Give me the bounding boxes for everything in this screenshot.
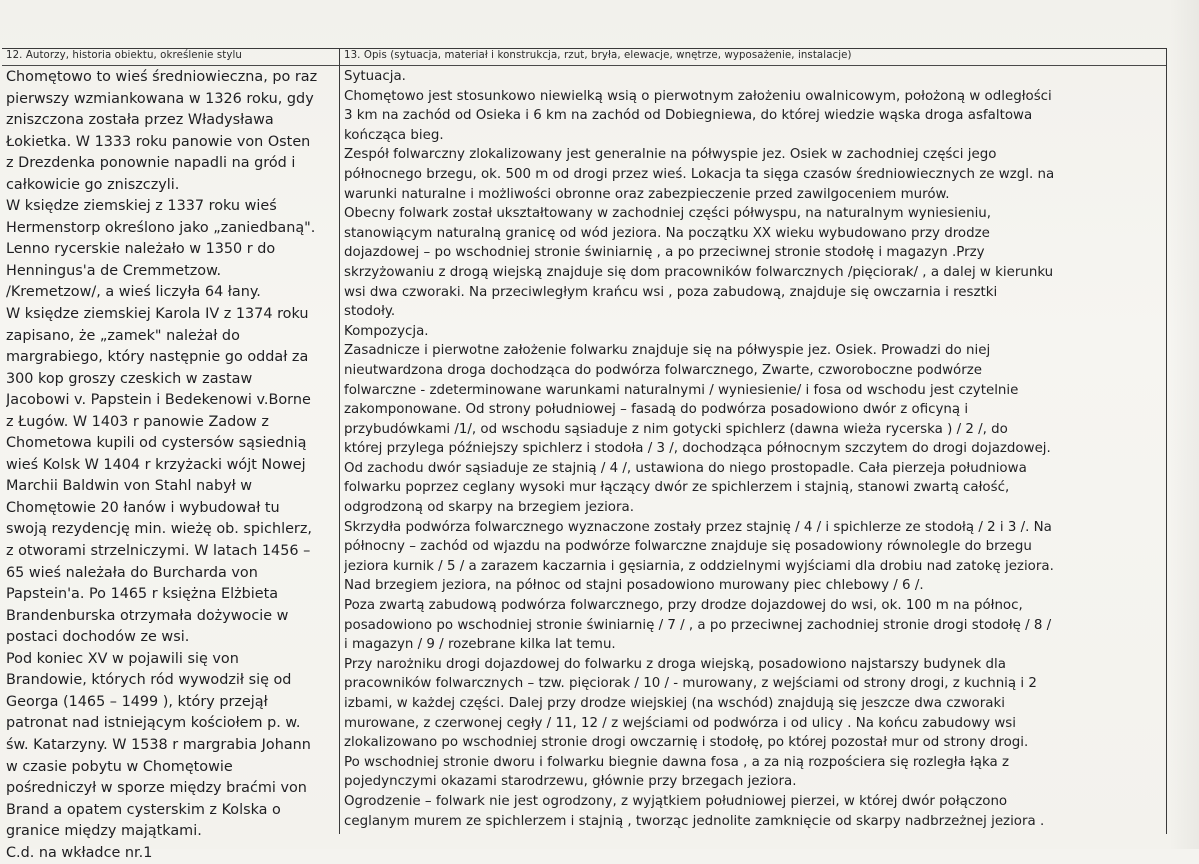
description-text-line: której przylega późniejszy spichlerz i stodoła / 3 /, dochodząca północnym szczytem do drogi dojazdowej. (344, 441, 1051, 457)
history-text-line: swoją rezydencję min. wieżę ob. spichlerz, (6, 521, 312, 538)
description-text-line: nieutwardzona droga dochodząca do podwórza folwarcznego, Zwarte, czworoboczne podwórze (344, 362, 982, 378)
description-text-line: Sytuacja. (344, 69, 406, 84)
description-text-line: Od zachodu dwór sąsiaduje ze stajnią / 4 /, ustawiona do niego prostopadle. Cała pierzeja południowa (344, 460, 1027, 476)
description-text-line: dojazdowej – po wschodniej stronie świniarnię , a po przeciwnej stronie stodołę i magazyn .Przy (344, 245, 985, 261)
description-text-line: Nad brzegiem jeziora, na północ od stajni posadowiono murowany piec chlebowy / 6 /. (344, 578, 924, 594)
history-text-line: Chomętowo to wieś średniowieczna, po raz (6, 69, 318, 85)
history-text-line: /Kremetzow/, a wieś liczyła 64 łany. (6, 284, 261, 301)
description-text-line: Po wschodniej stronie dworu i folwarku biegnie dawna fosa , a za nią rozpościera się rozległa łąka z (344, 754, 1010, 770)
history-text-line: margrabiego, który następnie go oddał za (6, 349, 309, 366)
description-text-line: Chomętowo jest stosunkowo niewielką wsią o pierwotnym założeniu owalnicowym, położoną w odległości (344, 88, 1052, 104)
history-text-line: Papstein'a. Po 1465 r księżna Elżbieta (6, 586, 279, 603)
history-text-line: Lenno rycerskie należało w 1350 r do (6, 241, 276, 258)
history-text-line: W księdze ziemskiej z 1337 roku wieś (6, 198, 277, 215)
description-text-line: kończąca bieg. (344, 127, 444, 143)
description-text-line: jeziora kurnik / 5 / a zarazem kaczarnia i gęsiarnia, z oddzielnymi wyjściami dla drobiu nad zatokę jeziora. (344, 558, 1054, 574)
right-border (1166, 48, 1167, 834)
history-text-line: Chometowa kupili od cystersów sąsiednią (6, 435, 307, 452)
description-column (344, 67, 1164, 831)
description-text-line: folwarku poprzez ceglany wysoki mur łączący dwór ze spichlerzem i stajnią, stanowi zwartą całość, (344, 480, 1010, 496)
description-text-line: Przy narożniku drogi dojazdowej do folwarku z droga wiejską, posadowiono najstarszy budynek dla (344, 656, 1006, 672)
description-text-line: odgrodzoną od skarpy na brzegiem jeziora. (344, 500, 634, 516)
history-text-line: Henningus'a de Cremmetzow. (6, 262, 222, 279)
history-text-line: C.d. na wkładce nr.1 (6, 844, 153, 861)
description-text-line: zlokalizowano po wschodniej stronie drogi owczarnię i stodołę, po której pozostał mur od strony drogi. (344, 735, 1029, 751)
section-13-header: 13. Opis (sytuacja, materiał i konstrukcja, rzut, bryła, elewacje, wnętrze, wyposażenie, instalacje) (344, 50, 852, 61)
description-text-line: i magazyn / 9 / rozebrane kilka lat temu. (344, 637, 616, 653)
description-text-line: Skrzydła podwórza folwarcznego wyznaczone zostały przez stajnię / 4 / i spichlerze ze stodołą / 2 i 3 /. Na (344, 519, 1052, 535)
history-text-line: Brandowie, których ród wywodził się od (6, 672, 292, 689)
description-text-line: 3 km na zachód od Osieka i 6 km na zachód od Dobiegniewa, do której wiedzie wąska droga asfaltowa (344, 108, 1033, 124)
history-text-line: z otworami strzelniczymi. W latach 1456 – (6, 543, 311, 560)
history-text-line: św. Katarzyny. W 1538 r margrabia Johann (6, 736, 311, 753)
history-text-line: Hermenstorp określono jako „zaniedbaną". (6, 219, 316, 236)
description-text-line: Poza zwartą zabudową podwórza folwarcznego, przy drodze dojazdowej do wsi, ok. 100 m na północ, (344, 598, 1023, 614)
description-text-line: przybudówkami /1/, od wschodu sąsiaduje z nim gotycki spichlerz (dawna wieża rycerska ) / 2 /, do (344, 421, 1008, 437)
description-text-line: północny – zachód od wjazdu na podwórze folwarczne znajduje się posadowiony równolegle do brzegu (344, 539, 1032, 555)
description-text-line: ceglanym murem ze spichlerzem i stajnią , tworząc jednolite zamknięcie od skarpy nadbrzeżnej jeziora . (344, 813, 1045, 829)
description-text-line: posadowiono po wschodniej stronie świniarnię / 7 / , a po przeciwnej zachodniej stronie drogi stodołę / 8 / (344, 617, 1052, 633)
history-text-line: Marchii Baldwin von Stahl nabył w (6, 478, 253, 495)
history-column (6, 67, 336, 864)
description-text-line: Obecny folwark został ukształtowany w zachodniej części półwyspu, na naturalnym wyniesieniu, (344, 206, 992, 222)
description-text-line: izbami, w każdej części. Dalej przy drodze wiejskiej (na wschód) znajdują się jeszcze dwa czworaki (344, 696, 1005, 711)
history-text-line: z Drezdenka ponownie napadli na gród i (6, 155, 296, 172)
history-text-line: całkowicie go zniszczyli. (6, 176, 180, 193)
description-text-line: Ogrodzenie – folwark nie jest ogrodzony, z wyjątkiem południowej pierzei, w której dwór połączono (344, 793, 1008, 809)
history-text-line: zniszczona została przez Władysława (6, 112, 274, 129)
column-divider (339, 48, 340, 834)
history-text-line: Jacobowi v. Papstein i Bedekenowi v.Borne (6, 392, 311, 409)
description-text-line: Zespół folwarczny zlokalizowany jest generalnie na półwyspie jez. Osiek w zachodniej części jego (344, 147, 997, 163)
description-text-line: zakomponowane. Od strony południowej – fasadą do podwórza posadowiono dwór z oficyną i (344, 402, 969, 418)
history-text-line: granice między majątkami. (6, 823, 202, 840)
history-text-line: zapisano, że „zamek" należał do (6, 327, 240, 344)
history-text-line: Pod koniec XV w pojawili się von (6, 650, 239, 667)
description-text-line: skrzyżowaniu z drogą wiejską znajduje się dom pracowników folwarcznych /pięciorak/ , a dalej w kierunku (344, 264, 1054, 280)
description-text-line: pracowników folwarcznych – tzw. pięciorak / 10 / - murowany, z wejściami od strony drogi, z kuchnią i 2 (344, 676, 1037, 692)
history-text-line: Brand a opatem cysterskim z Kolska o (6, 801, 281, 818)
history-text-line: z Ługów. W 1403 r panowie Zadow z (6, 413, 269, 430)
history-text-line: pierwszy wzmiankowana w 1326 roku, gdy (6, 90, 314, 107)
description-text-line: Kompozycja. (344, 323, 429, 339)
description-text-line: pojedynczymi okazami starodrzewu, głównie przy brzegach jeziora. (344, 774, 797, 790)
history-text-line: Chomętowie 20 łanów i wybudował tu (6, 499, 280, 516)
history-text-line: postaci dochodów ze wsi. (6, 629, 190, 646)
history-text-line: Brandenburska otrzymała dożywocie w (6, 607, 289, 624)
description-text-line: folwarczne - zdeterminowane warunkami naturalnymi / wyniesienie/ i fosa od wschodu jest czytelnie (344, 382, 1019, 398)
history-text-line: w czasie pobytu w Chomętowie (6, 758, 233, 775)
history-text-line: pośredniczył w sporze między braćmi von (6, 780, 307, 797)
history-text-line: patronat nad istniejącym kościołem p. w. (6, 715, 301, 732)
section-12-header: 12. Autorzy, historia obiektu, określenie stylu (6, 50, 242, 61)
scan-edge-shadow (1169, 0, 1199, 849)
header-divider (2, 65, 1166, 66)
description-text-line: warunki naturalne i możliwości obronne oraz zabezpieczenie przed zawilgoceniem murów. (344, 186, 950, 202)
history-text-line: Łokietka. W 1333 roku panowie von Osten (6, 133, 311, 150)
description-text-line: wsi dwa czworaki. Na przeciwległym krańcu wsi , poza zabudową, znajduje się owczarnia i resztki (344, 284, 998, 300)
history-text-line: wieś Kolsk W 1404 r krzyżacki wójt Nowej (6, 456, 306, 473)
description-text-line: stanowiącym naturalną granicę od wód jeziora. Na początku XX wieku wybudowano przy drodze (344, 225, 990, 241)
history-text-line: W księdze ziemskiej Karola IV z 1374 roku (6, 306, 309, 323)
description-text-line: murowane, z czerwonej cegły / 11, 12 / z wejściami od podwórza i od ulicy . Na końcu zabudowy wsi (344, 715, 1016, 731)
description-text-line: stodoły. (344, 304, 396, 320)
history-text-line: Georga (1465 – 1499 ), który przejął (6, 693, 268, 710)
description-text-line: północnego brzegu, ok. 500 m od drogi przez wieś. Lokacja ta sięga czasów średniowiecznych ze wzgl. na (344, 166, 1055, 182)
history-text-line: 65 wieś należała do Burcharda von (6, 564, 258, 581)
history-text-line: 300 kop groszy czeskich w zastaw (6, 370, 253, 387)
description-text-line: Zasadnicze i pierwotne założenie folwarku znajduje się na półwyspie jez. Osiek. Prowadzi do niej (344, 343, 991, 359)
